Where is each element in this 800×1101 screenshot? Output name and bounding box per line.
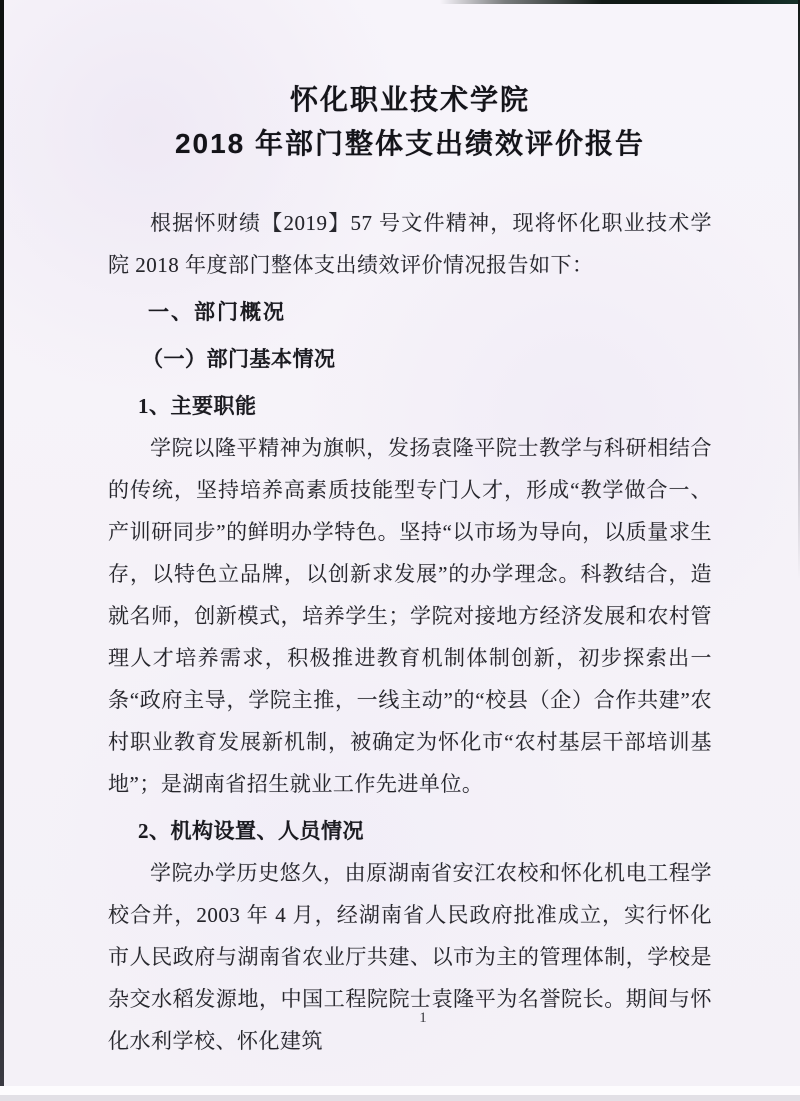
intro-paragraph: 根据怀财绩【2019】57 号文件精神，现将怀化职业技术学院 2018 年度部门整体支出绩效评价情况报告如下： [108, 211, 712, 277]
scan-paper-bottom-edge [0, 1086, 800, 1095]
page-number: 1 [419, 1010, 427, 1026]
report-title-line1: 怀化职业技术学院 [289, 84, 530, 115]
scan-edge-top [440, 0, 800, 4]
scan-background-below-paper [0, 1095, 800, 1101]
report-title-line2: 2018 年部门整体支出绩效评价报告 [174, 128, 646, 159]
report-title [108, 78, 712, 166]
body-paragraph-organization-history: 学院办学历史悠久，由原湖南省安江农校和怀化机电工程学校合并，2003 年 4 月，经湖南省人民政府批准成立，实行怀化市人民政府与湖南省农业厅共建、以市为主的管理体制，学校是杂交水稻发源地，中国工程院院士袁隆平为名誉院长。期间与怀化水利学校、怀化建筑 [108, 861, 712, 1053]
document-body [108, 0, 712, 1062]
item-heading-organization-staff: 2、机构设置、人员情况 [138, 819, 364, 843]
scan-edge-left [0, 0, 4, 1101]
subsection-heading-basic-situation: （一）部门基本情况 [142, 347, 336, 371]
item-heading-main-functions: 1、主要职能 [138, 394, 257, 418]
body-paragraph-main-functions: 学院以隆平精神为旗帜，发扬袁隆平院士教学与科研相结合的传统，坚持培养高素质技能型专门人才，形成“教学做合一、产训研同步”的鲜明办学特色。坚持“以市场为导向，以质量求生存，以特色立品牌，以创新求发展”的办学理念。科教结合，造就名师，创新模式，培养学生；学院对接地方经济发展和农村管理人才培养需求，积极推进教育机制体制创新，初步探索出一条“政府主导，学院主推，一线主动”的“校县（企）合作共建”农村职业教育发展新机制，被确定为怀化市“农村基层干部培训基地”；是湖南省招生就业工作先进单位。 [108, 436, 712, 796]
section-heading-department-overview: 一、部门概况 [148, 300, 286, 324]
